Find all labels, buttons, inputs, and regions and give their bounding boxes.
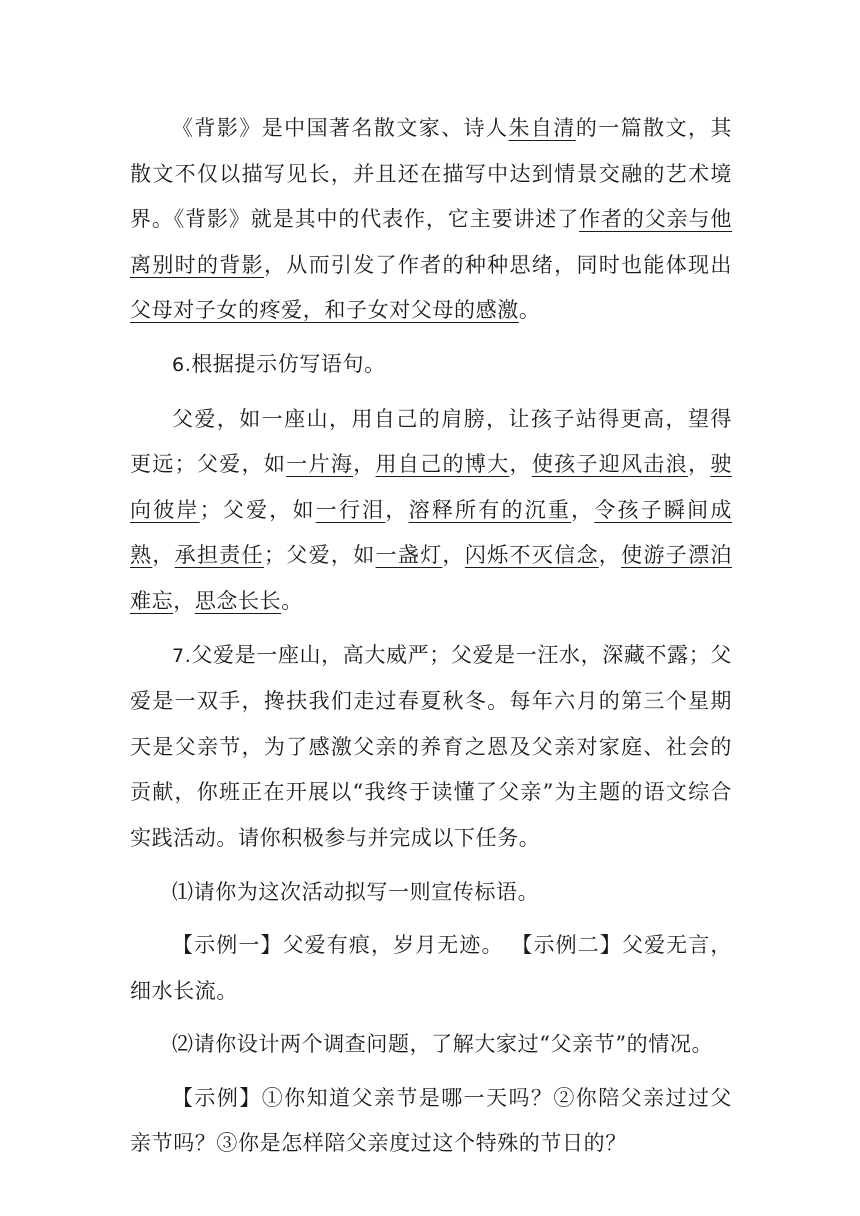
q6-answer-b4: 承担责任: [174, 543, 264, 568]
q6-sep: ；父爱，如: [199, 497, 316, 522]
question-7-paragraph: [130, 633, 732, 862]
question-7-example-2: 【示例】①你知道父亲节是哪一天吗？②你陪父亲过过父亲节吗？③你是怎样陪父亲度过这个特殊的节日的？: [130, 1085, 732, 1156]
question-7-text: 父爱是一座山，高大威严；父爱是一汪水，深藏不露；父爱是一双手，搀扶我们走过春夏秋冬。每年六月的第三个星期天是父亲节，为了感激父亲的养育之恩及父亲对家庭、社会的贡献，你班正在开展以“我终于读懂了父亲”为主题的语文综合实践活动。请你积极参与并完成以下任务。: [130, 642, 732, 850]
q6-sep: ，: [688, 452, 711, 477]
q6-sep: ，: [385, 497, 409, 522]
q6-sep: ，: [509, 452, 532, 477]
intro-text-2: 的一篇散文，其散文不仅以描写见长，并且还在描写中达到情景交融的艺术境界。《背影》就是其中的代表作，它主要讲述了: [130, 116, 733, 232]
q6-sep: ；父爱，如: [263, 543, 376, 568]
q6-answer-b2: 溶释所有的沉重: [408, 497, 572, 522]
document-page: [130, 106, 732, 1175]
q6-sep: ，: [152, 543, 175, 568]
q6-sep: ，: [353, 452, 376, 477]
intro-answer-theme: 父母对子女的疼爱，和子女对父母的感激: [130, 298, 519, 323]
intro-text-1: 《背影》是中国著名散文家、诗人: [172, 116, 509, 140]
q6-answer-c1: 一盏灯: [375, 543, 443, 568]
intro-answer-author: 朱自清: [508, 116, 576, 140]
question-7-sub-1: ⑴请你为这次活动拟写一则宣传标语。: [172, 879, 540, 904]
question-7-sub-2: ⑵请你设计两个调查问题，了解大家过“父亲节”的情况。: [172, 1032, 714, 1057]
q6-answer-c3: 使游子漂泊难忘: [130, 543, 733, 613]
intro-text-4: 。: [518, 298, 541, 323]
q6-sep: 。: [281, 588, 303, 613]
intro-answer-content: 作者的父亲与他离别时的背影: [130, 207, 732, 277]
q6-sep: ，: [442, 543, 465, 568]
intro-paragraph: [130, 106, 732, 334]
question-6-heading: [130, 342, 732, 389]
q6-line-1: 父爱，如一座山，用自己的肩膀，让孩子站得更高，望得更远；父爱，如: [130, 406, 732, 477]
intro-text-3: ，从而引发了作者的种种思绪，同时也能体现出: [263, 252, 732, 277]
q6-sep: ，: [598, 543, 622, 568]
q6-answer-a1: 一片海: [286, 452, 354, 477]
q6-answer-b1: 一行泪: [315, 497, 386, 522]
question-6-answer: [130, 397, 732, 625]
question-6-title: 根据提示仿写语句。: [191, 351, 386, 376]
q6-answer-c2: 闪烁不灭信念: [464, 543, 599, 568]
q6-sep: ，: [571, 497, 595, 522]
q6-answer-c4: 思念长长: [194, 588, 282, 613]
q6-sep: ，: [173, 588, 195, 613]
q6-answer-a2: 用自己的博大: [375, 452, 510, 477]
question-7-number: 7.: [172, 644, 192, 667]
question-6-number: 6.: [172, 353, 192, 376]
q6-answer-b3: 令孩子瞬间成熟: [130, 497, 732, 568]
q6-answer-a3: 使孩子迎风击浪: [531, 452, 689, 477]
q6-answer-a4: 驶向彼岸: [130, 452, 732, 522]
question-7-example-1: 【示例一】父爱有痕，岁月无迹。 【示例二】父爱无言，细水长流。: [130, 933, 732, 1003]
